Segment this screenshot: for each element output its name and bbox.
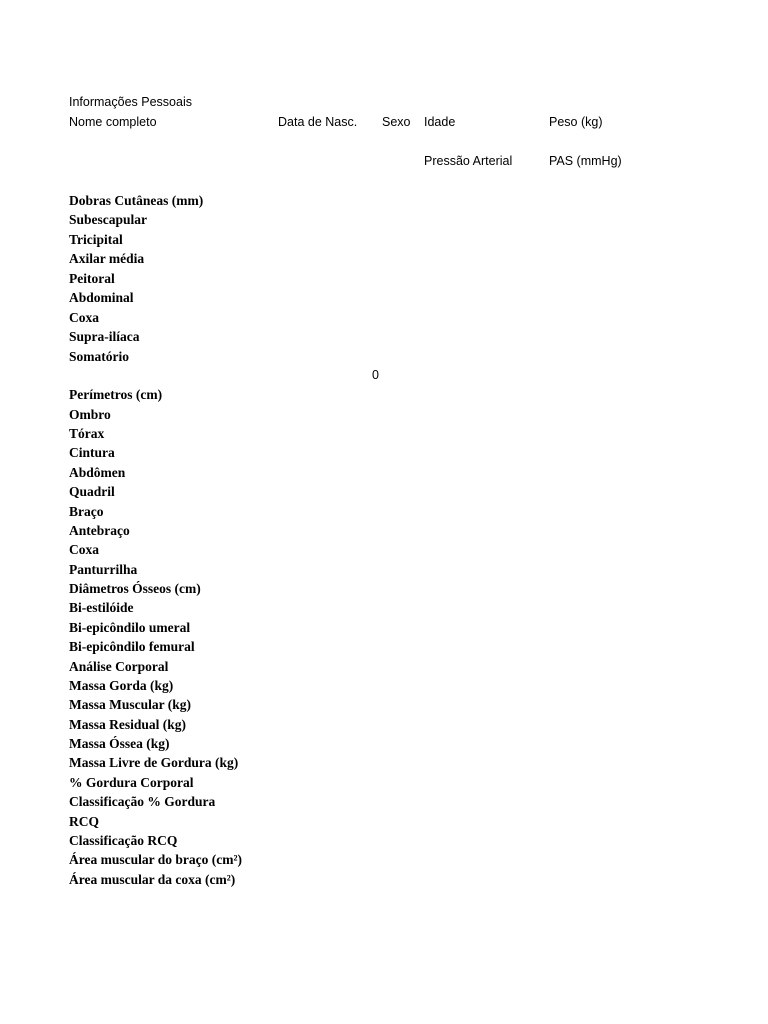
row-label-quadril: Quadril [69, 484, 115, 499]
row-label-peitoral: Peitoral [69, 271, 115, 286]
row-label-ombro: Ombro [69, 407, 111, 422]
somatorio-value: 0 [372, 368, 379, 382]
column-header-weight: Peso (kg) [549, 115, 603, 129]
row-label-area-muscular-coxa: Área muscular da coxa (cm²) [69, 872, 236, 887]
row-label-tricipital: Tricipital [69, 232, 123, 247]
row-label-massa-gorda: Massa Gorda (kg) [69, 678, 174, 693]
column-header-age: Idade [424, 115, 456, 129]
row-label-classificacao-rcq: Classificação RCQ [69, 833, 178, 848]
row-label-axilar-media: Axilar média [69, 251, 145, 266]
row-label-massa-residual: Massa Residual (kg) [69, 717, 187, 732]
row-label-massa-ossea: Massa Óssea (kg) [69, 736, 170, 751]
row-label-massa-muscular: Massa Muscular (kg) [69, 697, 192, 712]
row-label-bi-epicondilo-femural: Bi-epicôndilo femural [69, 639, 195, 654]
row-label-torax: Tórax [69, 426, 105, 441]
row-label-supra-iliaca: Supra-ilíaca [69, 329, 140, 344]
column-header-pas: PAS (mmHg) [549, 154, 622, 168]
row-label-bi-epicondilo-umeral: Bi-epicôndilo umeral [69, 620, 191, 635]
column-header-blood-pressure: Pressão Arterial [424, 154, 513, 168]
row-label-somatorio: Somatório [69, 349, 129, 364]
section-title-personal-info: Informações Pessoais [69, 95, 192, 109]
row-label-massa-livre-gordura: Massa Livre de Gordura (kg) [69, 755, 239, 770]
column-header-full-name: Nome completo [69, 115, 157, 129]
row-label-bi-estiloide: Bi-estilóide [69, 600, 134, 615]
row-label-abdomen: Abdômen [69, 465, 126, 480]
section-title-perimeters: Perímetros (cm) [69, 387, 163, 402]
row-label-panturrilha: Panturrilha [69, 562, 138, 577]
section-title-bone-diameters: Diâmetros Ósseos (cm) [69, 581, 201, 596]
row-label-antebraco: Antebraço [69, 523, 130, 538]
row-label-abdominal: Abdominal [69, 290, 134, 305]
row-label-coxa-perimeter: Coxa [69, 542, 99, 557]
row-label-braco: Braço [69, 504, 104, 519]
section-title-body-analysis: Análise Corporal [69, 659, 169, 674]
section-title-skinfolds: Dobras Cutâneas (mm) [69, 193, 204, 208]
row-label-coxa-skinfold: Coxa [69, 310, 99, 325]
row-label-cintura: Cintura [69, 445, 115, 460]
column-header-birth-date: Data de Nasc. [278, 115, 358, 129]
row-label-rcq: RCQ [69, 814, 99, 829]
column-header-sex: Sexo [382, 115, 411, 129]
row-label-classificacao-gordura: Classificação % Gordura [69, 794, 216, 809]
row-label-subescapular: Subescapular [69, 212, 148, 227]
row-label-percent-gordura: % Gordura Corporal [69, 775, 194, 790]
row-label-area-muscular-braco: Área muscular do braço (cm²) [69, 852, 243, 867]
